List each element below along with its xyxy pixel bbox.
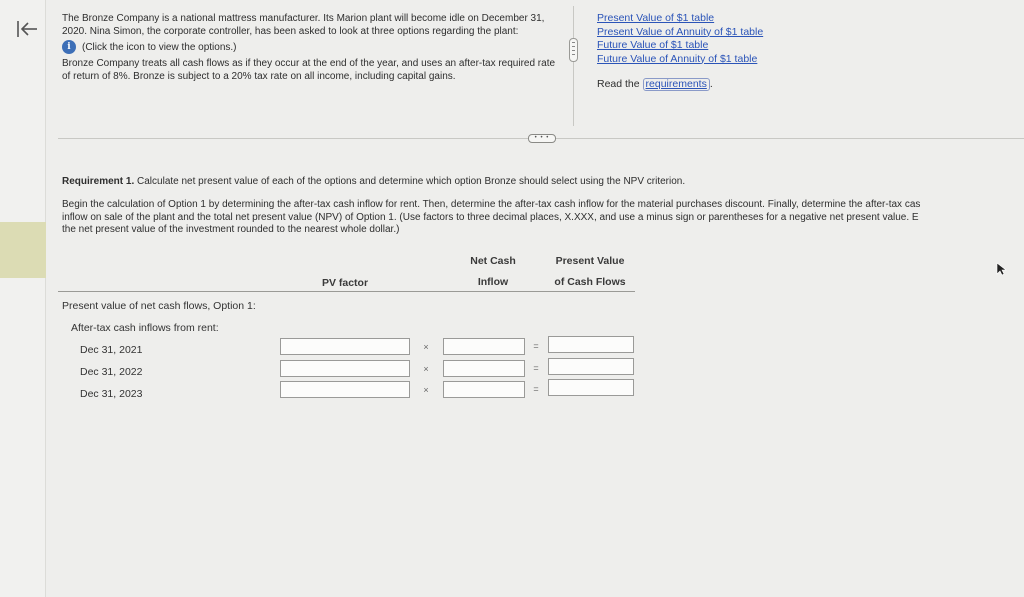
- problem-intro: The Bronze Company is a national mattress manufacturer. Its Marion plant will become idle on December 31, 2020. Nina Simon, the corporate controller, has been asked to look at three options regarding the plant:: [62, 13, 545, 37]
- problem-continuation: Bronze Company treats all cash flows as if they occur at the end of the year, and uses an after-tax required rate of return of 8%. Bronze is subject to a 20% tax rate on all income, including capital gains.: [62, 58, 556, 82]
- header-present-value: Present Value: [555, 255, 625, 267]
- instructions-line-2: inflow on sale of the plant and the total net present value (NPV) of Option 1. (Use factors to three decimal places, X.XXX, and use a minus sign or parentheses for a negative net present value. E: [62, 211, 919, 223]
- options-hint-row: [62, 40, 557, 54]
- resource-links: [597, 12, 763, 92]
- info-icon[interactable]: i: [62, 40, 76, 54]
- mouse-pointer-icon: [996, 262, 1008, 276]
- gutter-highlight: [0, 222, 46, 278]
- pv-factor-input-2021[interactable]: [280, 338, 410, 355]
- times-sign: ×: [423, 385, 429, 395]
- read-requirements: [597, 78, 763, 92]
- net-cash-input-2023[interactable]: [443, 381, 525, 398]
- problem-statement: [62, 12, 557, 83]
- present-value-input-2022[interactable]: [548, 358, 634, 375]
- pv-annuity-table-link[interactable]: Present Value of Annuity of $1 table: [597, 25, 764, 38]
- row-label-2021: Dec 31, 2021: [80, 344, 143, 356]
- header-pv-factor: PV factor: [321, 277, 369, 289]
- present-value-input-2023[interactable]: [548, 379, 634, 396]
- row-label-2023: Dec 31, 2023: [80, 388, 143, 400]
- section-label: Present value of net cash flows, Option 1:: [62, 300, 256, 312]
- back-to-start-icon[interactable]: [14, 16, 40, 42]
- instructions-line-3: the net present value of the investment rounded to the nearest whole dollar.): [62, 224, 400, 235]
- fv-annuity-table-link[interactable]: Future Value of Annuity of $1 table: [597, 52, 758, 65]
- times-sign: ×: [423, 342, 429, 352]
- read-suffix: .: [709, 78, 713, 90]
- left-gutter: [0, 0, 46, 597]
- net-cash-input-2021[interactable]: [443, 338, 525, 355]
- read-prefix: Read the: [597, 78, 643, 90]
- options-hint-text: (Click the icon to view the options.): [82, 41, 237, 53]
- vertical-resize-handle[interactable]: [569, 38, 578, 62]
- horizontal-resize-handle[interactable]: • • •: [528, 134, 556, 143]
- subsection-label: After-tax cash inflows from rent:: [71, 322, 219, 334]
- requirement-heading: [62, 176, 1024, 189]
- instructions: [62, 199, 1024, 237]
- header-net-cash: Net Cash: [470, 255, 516, 267]
- pv-of-1-table-link[interactable]: Present Value of $1 table: [597, 12, 715, 24]
- equals-sign: =: [533, 341, 539, 351]
- vertical-divider: [573, 6, 574, 126]
- requirement-text: Calculate net present value of each of the options and determine which option Bronze should select using the NPV criterion.: [134, 176, 686, 187]
- requirements-link[interactable]: requirements: [643, 78, 710, 91]
- requirement-title: Requirement 1.: [62, 176, 135, 187]
- equals-sign: =: [533, 384, 539, 394]
- header-of-cash-flows: of Cash Flows: [554, 276, 626, 288]
- fv-of-1-table-link[interactable]: Future Value of $1 table: [597, 39, 709, 51]
- present-value-input-2021[interactable]: [548, 336, 634, 353]
- pv-factor-input-2023[interactable]: [280, 381, 410, 398]
- header-inflow: Inflow: [477, 276, 509, 288]
- net-cash-input-2022[interactable]: [443, 360, 525, 377]
- instructions-line-1: Begin the calculation of Option 1 by determining the after-tax cash inflow for rent. Then, determine the after-tax cash inflow for the material purchases discount. Finally, determine the after-tax cas: [62, 199, 921, 210]
- pv-factor-input-2022[interactable]: [280, 360, 410, 377]
- table-header-rule: [58, 291, 635, 292]
- equals-sign: =: [533, 363, 539, 373]
- times-sign: ×: [423, 364, 429, 374]
- row-label-2022: Dec 31, 2022: [80, 366, 143, 378]
